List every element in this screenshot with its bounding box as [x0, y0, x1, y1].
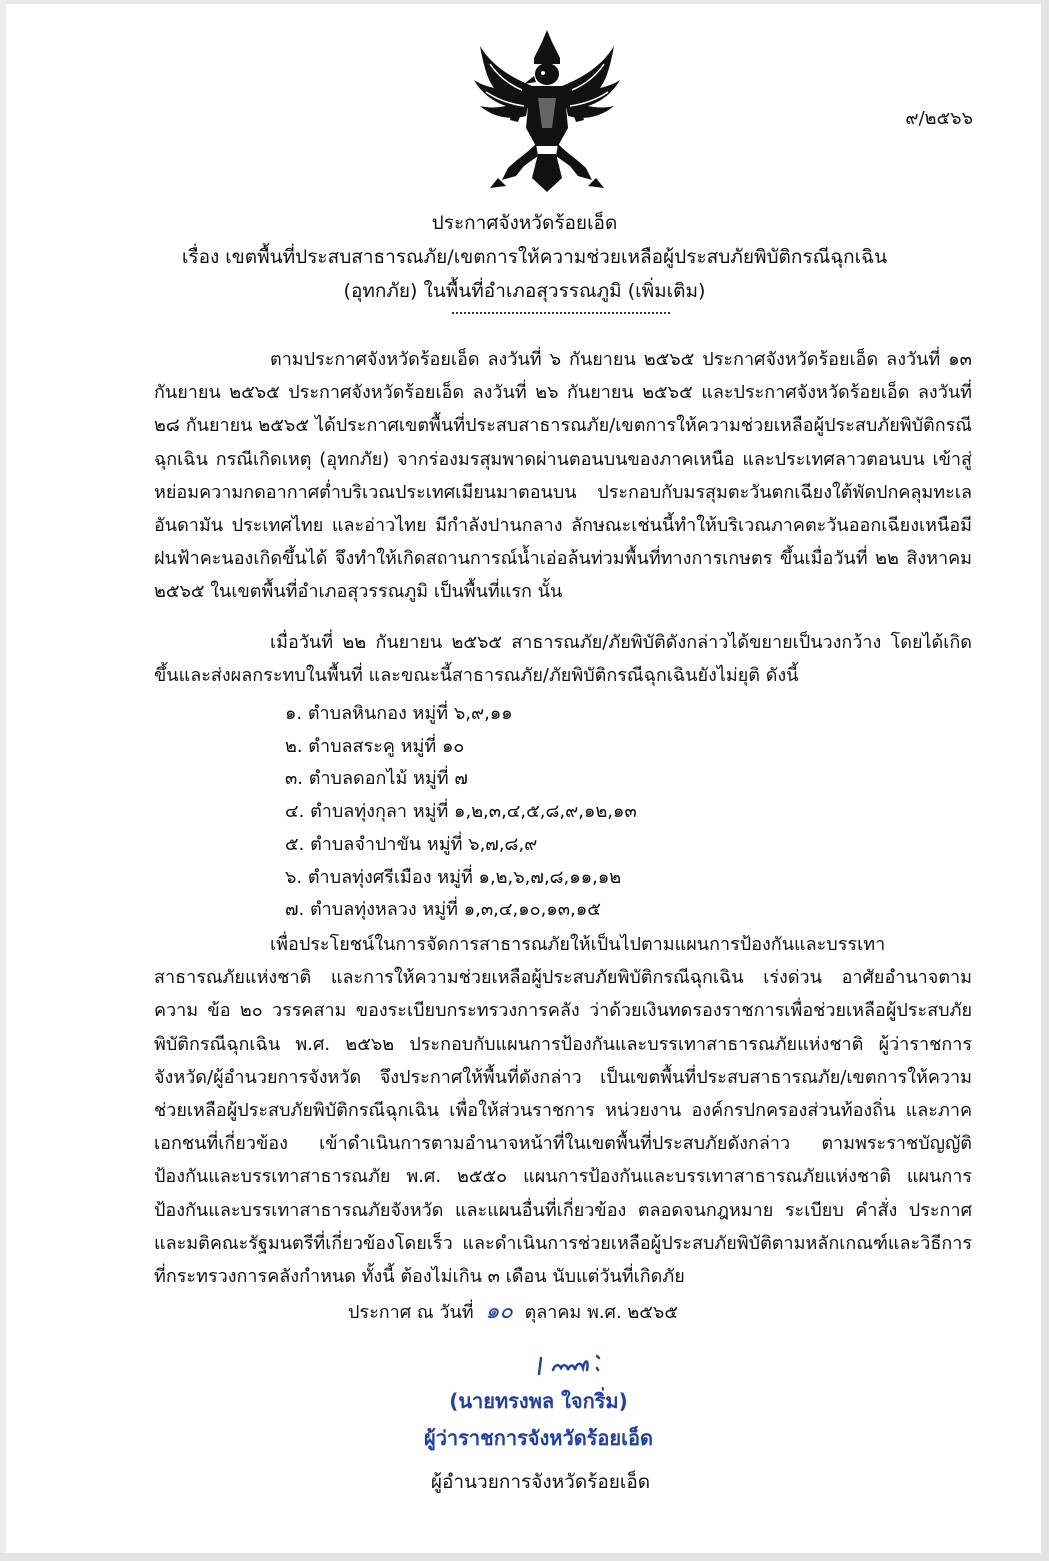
body-paragraph-3: เพื่อประโยชน์ในการจัดการสาธารณภัยให้เป็นไปตามแผนการป้องกันและบรรเทาสาธารณภัยแห่งชาติ และการให้ความช่วยเหลือผู้ประสบภัยพิบัติกรณีฉุกเฉิน เร่งด่วน อาศัยอำนาจตามความ ข้อ ๒๐ วรรคสาม ของระเบียบกระทรวงการคลัง ว่าด้วยเงินทดรองราชการเพื่อช่วยเหลือผู้ประสบภัยพิบัติกรณีฉุกเฉิน พ.ศ. ๒๕๖๒ ประกอบกับแผนการป้องกันและบรรเทาสาธารณภัยแห่งชาติ ผู้ว่าราชการจังหวัด/ผู้อำนวยการจังหวัด จึงประกาศให้พื้นที่ดังกล่าว เป็นเขตพื้นที่ประสบสาธารณภัย/เขตการให้ความช่วยเหลือผู้ประสบภัยพิบัติกรณีฉุกเฉิน เพื่อให้ส่วนราชการ หน่วยงาน องค์กรปกครองส่วนท้องถิ่น และภาคเอกชนที่เกี่ยวข้อง เข้าดำเนินการตามอำนาจหน้าที่ในเขตพื้นที่ประสบภัยดังกล่าว ตามพระราชบัญญัติป้องกันและบรรเทาสาธารณภัย พ.ศ. ๒๕๕๐ แผนการป้องกันและบรรเทาสาธารณภัยแห่งชาติ แผนการป้องกันและบรรเทาสาธารณภัยจังหวัด และแผนอื่นที่เกี่ยวข้อง ตลอดจนกฎหมาย ระเบียบ คำสั่ง ประกาศ และมติคณะรัฐมนตรีที่เกี่ยวข้องโดยเร็ว และดำเนินการช่วยเหลือผู้ประสบภัยพิบัติตามหลักเกณฑ์และวิธีการที่กระทรวงการคลังกำหนด ทั้งนี้ ต้องไม่เกิน ๓ เดือน นับแต่วันที่เกิดภัย	[154, 934, 972, 1288]
scan-edge-bottom	[0, 1553, 1049, 1561]
subject-line-continued: (อุทกภัย) ในพื้นที่อำเภอสุวรรณภูมิ (เพิ่มเติม)	[343, 280, 706, 302]
announcement-date: ประกาศ ณ วันที่ ๑๐ ตุลาคม พ.ศ. ๒๕๖๕	[348, 1299, 678, 1324]
list-item: ๕. ตำบลจำปาขัน หมู่ที่ ๖,๗,๘,๙	[285, 833, 538, 855]
announcement-title: ประกาศจังหวัดร้อยเอ็ด	[431, 212, 618, 234]
document-number: ๙/๒๕๖๖	[905, 108, 973, 129]
handwritten-day: ๑๐	[485, 1299, 513, 1324]
list-item: ๔. ตำบลทุ่งกุลา หมู่ที่ ๑,๒,๓,๔,๕,๘,๙,๑๒,๑๓	[285, 801, 637, 823]
garuda-emblem-icon	[472, 28, 622, 196]
dotted-divider	[452, 312, 670, 314]
list-item: ๓. ตำบลดอกไม้ หมู่ที่ ๗	[285, 768, 468, 790]
body-paragraph-1: ตามประกาศจังหวัดร้อยเอ็ด ลงวันที่ ๖ กันยายน ๒๕๖๕ ประกาศจังหวัดร้อยเอ็ด ลงวันที่ ๑๓ กันยายน ๒๕๖๕ ประกาศจังหวัดร้อยเอ็ด ลงวันที่ ๒๖ กันยายน ๒๕๖๕ และประกาศจังหวัดร้อยเอ็ด ลงวันที่ ๒๘ กันยายน ๒๕๖๕ ได้ประกาศเขตพื้นที่ประสบสาธารณภัย/เขตการให้ความช่วยเหลือผู้ประสบภัยพิบัติกรณีฉุกเฉิน กรณีเกิดเหตุ (อุทกภัย) จากร่องมรสุมพาดผ่านตอนบนของภาคเหนือ และประเทศลาวตอนบน เข้าสู่หย่อมความกดอากาศต่ำบริเวณประเทศเมียนมาตอนบน ประกอบกับมรสุมตะวันตกเฉียงใต้พัดปกคลุมทะเลอันดามัน ประเทศไทย และอ่าวไทย มีกำลังปานกลาง ลักษณะเช่นนี้ทำให้บริเวณภาคตะวันออกเฉียงเหนือมีฝนฟ้าคะนองเกิดขึ้นได้ จึงทำให้เกิดสถานการณ์น้ำเอ่อล้นท่วมพื้นที่ทางการเกษตร ขึ้นเมื่อวันที่ ๒๒ สิงหาคม ๒๕๖๕ ในเขตพื้นที่อำเภอสุวรรณภูมิ เป็นพื้นที่แรก นั้น	[154, 349, 972, 603]
scan-edge-top	[0, 0, 1049, 4]
body-paragraph-2: เมื่อวันที่ ๒๒ กันยายน ๒๕๖๕ สาธารณภัย/ภัยพิบัติดังกล่าวได้ขยายเป็นวงกว้าง โดยได้เกิดขึ้นและส่งผลกระทบในพื้นที่ และขณะนี้สาธารณภัย/ภัยพิบัติกรณีฉุกเฉินยังไม่ยุติ ดังนี้	[154, 632, 972, 687]
signatory-position-2: ผู้อำนวยการจังหวัดร้อยเอ็ด	[430, 1471, 651, 1493]
handwritten-signature-icon	[535, 1346, 635, 1380]
list-item: ๖. ตำบลทุ่งศรีเมือง หมู่ที่ ๑,๒,๖,๗,๘,๑๑,๑๒	[285, 866, 622, 888]
list-item: ๒. ตำบลสระคู หมู่ที่ ๑๐	[285, 735, 465, 757]
list-item: ๑. ตำบลหินกอง หมู่ที่ ๖,๙,๑๑	[285, 703, 513, 724]
signatory-name: (นายทรงพล ใจกริ่ม)	[449, 1389, 628, 1413]
list-item: ๗. ตำบลทุ่งหลวง หมู่ที่ ๑,๓,๔,๑๐,๑๓,๑๕	[285, 899, 601, 921]
signatory-position: ผู้ว่าราชการจังหวัดร้อยเอ็ด	[423, 1426, 653, 1450]
subject-line: เรื่อง เขตพื้นที่ประสบสาธารณภัย/เขตการให้ความช่วยเหลือผู้ประสบภัยพิบัติกรณีฉุกเฉิน	[181, 246, 888, 268]
affected-area-list	[285, 698, 637, 927]
